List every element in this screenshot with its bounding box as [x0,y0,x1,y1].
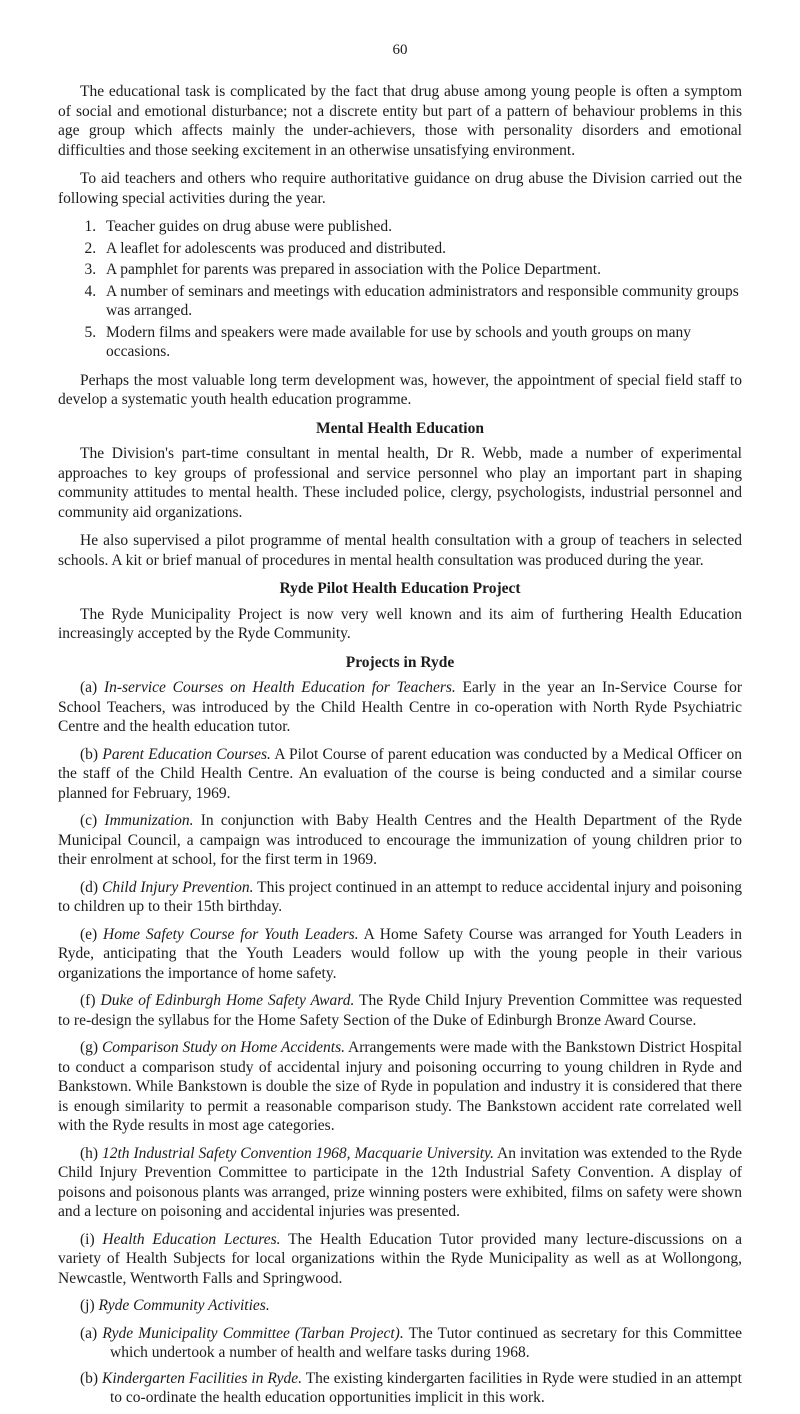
item-title: Comparison Study on Home Accidents. [101,1039,345,1056]
mental-health-paragraph: He also supervised a pilot programme of mental health consultation with a group of teachers in selected schools. A kit or brief manual of procedures in mental health consultation was produced during the year. [58,532,742,569]
item-title: Health Education Lectures. [102,1230,281,1248]
project-item [58,745,742,804]
item-title: Immunization. [104,812,194,829]
intro-paragraph: The educational task is complicated by the fact that drug abuse among young people is often a symptom of social and emotional disturbance; not a discrete entity but part of a pattern of behaviour problems in this age group which affects mainly the under-achievers, those with personality disorders and emotional difficulties and those seeking excitement in an otherwise unsatisfying environment. [58,83,742,159]
summary-paragraph: Perhaps the most valuable long term development was, however, the appointment of special field staff to develop a systematic youth health education programme. [58,371,742,408]
project-item [58,878,742,917]
project-item [58,925,742,984]
item-label: (b) [80,745,99,763]
activity-item: 5. Modern films and speakers were made available for use by schools and youth groups on many occasions. [100,323,742,362]
sub-item-title: Ryde Municipality Committee (Tarban Project). [102,1324,404,1342]
project-item [58,1144,742,1222]
section-heading-mental-health: Mental Health Education [316,419,484,437]
projects-list [58,678,742,1408]
item-title: Duke of Edinburgh Home Safety Award. [100,992,355,1009]
activity-item: 1. Teacher guides on drug abuse were published. [100,217,742,237]
page-content [58,82,742,1414]
item-text: The Ryde Child Injury Prevention Committee was requested to re-design the syllabus for the Home Safety Section of the Duke of Edinburgh Bronze Award Course. [58,992,743,1029]
section-heading-ryde-pilot: Ryde Pilot Health Education Project [279,580,521,597]
ryde-pilot-paragraph: The Ryde Municipality Project is now very well known and its aim of furthering Health Education increasingly accepted by the Ryde Community. [58,605,742,642]
item-label: (d) [80,878,99,896]
activity-item: 3. A pamphlet for parents was prepared in association with the Police Department. [100,260,742,280]
item-label: (e) [80,925,98,943]
item-title: Ryde Community Activities. [98,1297,270,1314]
project-item [58,1230,742,1289]
item-label: (f) [80,992,96,1009]
item-title: Parent Education Courses. [102,745,271,763]
page-number: 60 [392,42,408,58]
item-text: A Pilot Course of parent education was conducted by a Medical Officer on the staff of the Child Health Centre. An evaluation of the course is being conducted and a similar course planned for February, 1969. [58,745,742,802]
sub-item-title: Kindergarten Facilities in Ryde. [102,1369,303,1387]
sub-item-text: The existing kindergarten facilities in Ryde were studied in an attempt to co-ordinate the health education opportunities implicit in this work. [110,1369,742,1406]
project-item [58,991,742,1030]
item-label: (g) [80,1039,99,1056]
sub-item [58,1324,742,1363]
item-text: In conjunction with Baby Health Centres and the Health Department of the Ryde Municipal Council, a campaign was introduced to encourage the immunization of young children prior to their enrolment at school, for the first term in 1969. [58,812,743,868]
item-title: Home Safety Course for Youth Leaders. [103,925,359,943]
activities-list [58,217,742,362]
activity-item: 2. A leaflet for adolescents was produced and distributed. [100,239,742,259]
item-text: This project continued in an attempt to reduce accidental injury and poisoning to children up to their 15th birthday. [58,878,742,915]
item-label: (j) [80,1297,95,1314]
sub-item [58,1369,742,1408]
sub-item-text: The Tutor continued as secretary for this Committee which undertook a number of health and welfare tasks during 1968. [110,1324,743,1361]
item-title: Child Injury Prevention. [102,878,254,896]
mental-health-paragraph: The Division's part-time consultant in mental health, Dr R. Webb, made a number of experimental approaches to key groups of professional and service personnel who play an important part in shaping community attitudes to mental health. These included police, clergy, psychologists, industrial personnel and community aid organizations. [58,445,742,521]
item-text: The Health Education Tutor provided many lecture-discussions on a variety of Health Subjects for local organizations within the Ryde Municipality as well as at Wollongong, Newcastle, Wentworth Falls and Springwood. [58,1230,742,1287]
sub-item-label: (b) [80,1369,99,1387]
item-text: Early in the year an In-Service Course for School Teachers, was introduced by the Child Health Centre in co-operation with North Ryde Psychiatric Centre and the health education tutor. [58,679,743,735]
project-item [58,811,742,870]
activity-item: 4. A number of seminars and meetings with education administrators and responsible community groups was arranged. [100,282,742,321]
item-text: A Home Safety Course was arranged for Youth Leaders in Ryde, anticipating that the Youth Leaders would follow up with the young people in their various organizations the importance of home safety. [58,925,742,982]
item-label: (i) [80,1230,95,1248]
item-text: An invitation was extended to the Ryde Child Injury Prevention Committee to participate in the 12th Industrial Safety Convention. A display of poisons and poisonous plants was arranged, prize winning posters were exhibited, films on safety were shown and a lecture on poisoning and accidental injuries was presented. [58,1144,742,1220]
item-label: (a) [80,679,98,696]
sub-item-label: (a) [80,1324,98,1342]
item-title: In-service Courses on Health Education for Teachers. [103,679,456,696]
project-item [58,1296,742,1316]
item-label: (h) [80,1144,99,1162]
item-label: (c) [80,812,98,829]
section-heading-projects: Projects in Ryde [345,653,455,671]
item-text: Arrangements were made with the Bankstown District Hospital to conduct a comparison study of accidental injury and poisoning occurring to young children in Ryde and Bankstown. While Bankstown is double the size of Ryde in population and industry it is considered that there is enough similarity to permit a reasonable comparison study. The Bankstown accident rate correlated well with the Ryde results in most age categories. [58,1039,742,1134]
intro-paragraph: To aid teachers and others who require authoritative guidance on drug abuse the Division carried out the following special activities during the year. [58,170,742,207]
item-title: 12th Industrial Safety Convention 1968, Macquarie University. [102,1144,494,1162]
project-item [58,678,742,737]
project-item [58,1038,742,1136]
